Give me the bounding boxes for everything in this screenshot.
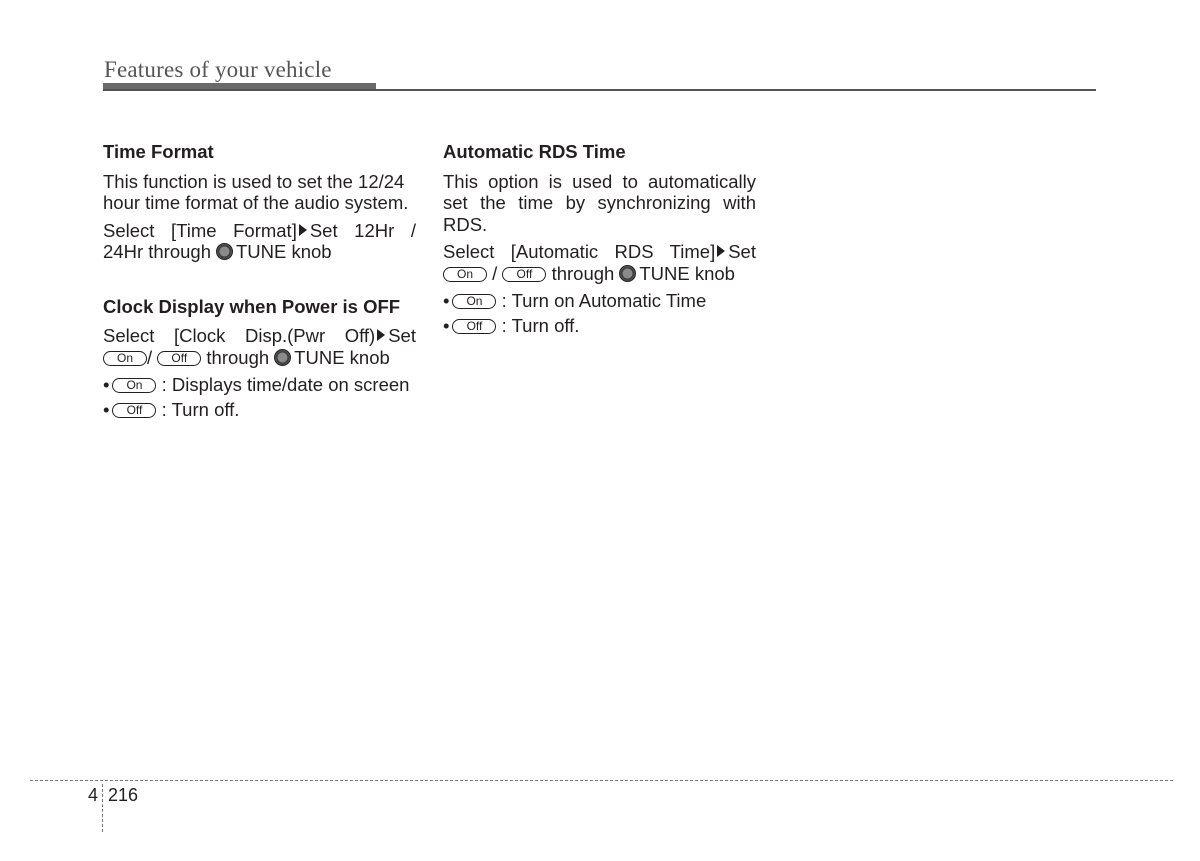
list-item-off	[103, 399, 416, 421]
list-item-on	[443, 290, 756, 312]
bullet-icon: •	[103, 374, 110, 395]
right-column	[443, 141, 756, 339]
clock-display-set-text: Set	[388, 325, 416, 346]
rds-select-line-1	[443, 241, 756, 263]
bullet-off-text: : Turn off.	[501, 314, 580, 336]
header-rule-thin	[103, 89, 1096, 91]
bullet-icon: •	[103, 398, 110, 420]
rds-time-description: This option is used to automatically set the time by synchronizing with RDS.	[443, 170, 756, 235]
time-format-select-line-1	[103, 220, 416, 242]
clock-display-select-line-1	[103, 325, 416, 347]
tune-knob-icon	[274, 349, 291, 366]
on-button-icon: On	[452, 294, 496, 309]
bullet-icon: •	[443, 290, 450, 311]
bullet-icon: •	[443, 314, 450, 336]
time-format-select-line-2	[103, 241, 416, 263]
page-header-title: Features of your vehicle	[104, 57, 332, 82]
footer-divider	[30, 780, 1173, 781]
off-button-icon: Off	[112, 403, 156, 418]
right-triangle-icon	[299, 224, 307, 236]
separator-slash: /	[492, 262, 498, 284]
bullet-off-text: : Turn off.	[161, 398, 240, 420]
off-button-icon: Off	[502, 267, 546, 282]
page-number: 216	[108, 785, 139, 805]
list-item-on	[103, 374, 416, 396]
rds-tune-text: TUNE knob	[639, 262, 735, 284]
clock-display-select-text: Select [Clock Disp.(Pwr Off)	[103, 325, 376, 346]
tune-knob-icon	[216, 243, 233, 260]
time-format-select-text: Select [Time Format]	[103, 219, 297, 241]
rds-time-heading: Automatic RDS Time	[443, 141, 626, 162]
footer-vertical-divider	[102, 784, 103, 832]
time-format-tune-text: TUNE knob	[235, 241, 332, 262]
rds-set-text: Set	[728, 241, 756, 262]
chapter-number: 4	[88, 785, 99, 805]
on-button-icon: On	[443, 267, 487, 282]
time-format-heading: Time Format	[103, 141, 214, 162]
on-button-icon: On	[112, 378, 156, 393]
clock-display-heading: Clock Display when Power is OFF	[103, 295, 401, 317]
time-format-set-text: Set 12Hr /	[309, 219, 416, 241]
list-item-off	[443, 315, 756, 337]
time-format-through-text: 24Hr through	[103, 241, 211, 262]
separator-slash: /	[147, 346, 153, 368]
tune-knob-icon	[619, 265, 636, 282]
clock-display-through-text: through	[206, 346, 270, 368]
off-button-icon: Off	[452, 319, 496, 334]
rds-select-line-2	[443, 263, 756, 285]
rds-select-text: Select [Automatic RDS Time]	[443, 241, 716, 262]
right-triangle-icon	[377, 329, 385, 341]
rds-through-text: through	[551, 262, 615, 284]
right-triangle-icon	[717, 245, 725, 257]
on-button-icon: On	[103, 351, 147, 366]
left-column	[103, 141, 416, 423]
bullet-on-text: : Turn on Automatic Time	[501, 290, 707, 311]
clock-display-select-line-2	[103, 347, 416, 369]
bullet-on-text: : Displays time/date on screen	[161, 374, 410, 395]
clock-display-tune-text: TUNE knob	[294, 346, 390, 368]
off-button-icon: Off	[157, 351, 201, 366]
time-format-description: This function is used to set the 12/24 hour time format of the audio system.	[103, 170, 409, 213]
